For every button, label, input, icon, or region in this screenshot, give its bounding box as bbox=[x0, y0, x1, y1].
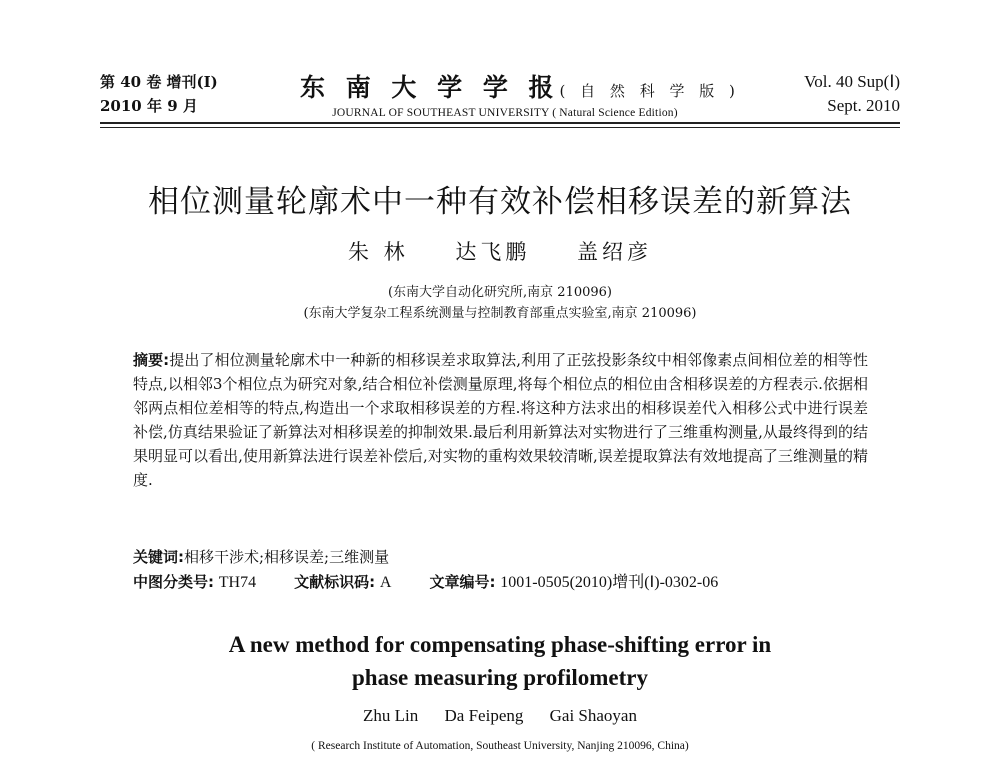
doc-value: A bbox=[379, 574, 392, 591]
affiliations-cn bbox=[0, 282, 1000, 324]
volume-en: Vol. 40 Sup(Ⅰ) bbox=[804, 72, 900, 91]
document-code bbox=[294, 570, 391, 595]
classification-line bbox=[133, 570, 873, 595]
journal-name-cn bbox=[300, 68, 740, 104]
author-cn: 盖绍彦 bbox=[577, 240, 653, 264]
author-cn: 达飞鹏 bbox=[455, 240, 531, 264]
header-rule-thick bbox=[100, 122, 900, 124]
clc-value: TH74 bbox=[218, 574, 257, 591]
author-en: Zhu Lin bbox=[363, 706, 419, 725]
author-cn: 朱 林 bbox=[347, 240, 409, 264]
volume-cn: 第 40 卷 增刊(Ⅰ) bbox=[100, 73, 218, 91]
affiliation-cn: (东南大学自动化研究所,南京 210096) bbox=[387, 285, 613, 300]
header-rule-thin bbox=[100, 127, 900, 128]
journal-name-en: JOURNAL OF SOUTHEAST UNIVERSITY ( Natural Science Edition) bbox=[332, 107, 678, 119]
authors-en bbox=[0, 706, 1000, 726]
article-label: 文章编号: bbox=[429, 573, 496, 591]
keywords-label: 关键词: bbox=[133, 548, 184, 566]
paper-title-en bbox=[0, 628, 1000, 694]
keywords bbox=[133, 545, 868, 569]
header-right bbox=[804, 70, 900, 118]
abstract-text: 提出了相位测量轮廓术中一种新的相移误差求取算法,利用了正弦投影条纹中相邻像素点间相位差的相等性特点,以相邻3个相位点为研究对象,结合相位补偿测量原理,将每个相位点的相位由含相移误差的方程表示.依据相邻两点相位差相等的特点,构造出一个求取相移误差的方程.将这种方法求出的相移误差代入相移公式中进行误差补偿,仿真结果验证了新算法对相移误差的抑制效果.最后利用新算法对实物进行了三维重构测量,从最终得到的结果明显可以看出,使用新算法进行误差补偿后,对实物的重构效果较清晰,误差提取算法有效地提高了三维测量的精度. bbox=[133, 351, 868, 489]
date-cn: 2010 年 9 月 bbox=[100, 97, 198, 115]
affiliation-en: ( Research Institute of Automation, Southeast University, Nanjing 210096, China) bbox=[311, 740, 689, 752]
abstract-label: 摘要: bbox=[133, 351, 170, 369]
header-center bbox=[300, 68, 740, 119]
authors-cn bbox=[0, 236, 1000, 266]
keywords-text: 相移干涉术;相移误差;三维测量 bbox=[184, 548, 390, 566]
title-en-line: A new method for compensating phase-shifting error in bbox=[228, 632, 772, 657]
clc-label: 中图分类号: bbox=[133, 573, 214, 591]
author-en: Da Feipeng bbox=[444, 706, 524, 725]
journal-edition-cn: ( 自 然 科 学 版 ) bbox=[559, 82, 740, 100]
header-left bbox=[100, 70, 218, 118]
author-en: Gai Shaoyan bbox=[549, 706, 637, 725]
title-en-line: phase measuring profilometry bbox=[351, 665, 648, 690]
clc-number bbox=[133, 570, 256, 595]
article-number bbox=[429, 570, 718, 595]
doc-label: 文献标识码: bbox=[294, 573, 376, 591]
date-en: Sept. 2010 bbox=[827, 96, 900, 115]
journal-title-cn: 东 南 大 学 学 报 bbox=[300, 73, 560, 102]
paper-title-cn: 相位测量轮廓术中一种有效补偿相移误差的新算法 bbox=[148, 184, 852, 220]
article-value: 1001-0505(2010)增刊(Ⅰ)-0302-06 bbox=[500, 574, 719, 591]
affiliation-cn: (东南大学复杂工程系统测量与控制教育部重点实验室,南京 210096) bbox=[303, 306, 697, 321]
abstract bbox=[133, 348, 868, 492]
